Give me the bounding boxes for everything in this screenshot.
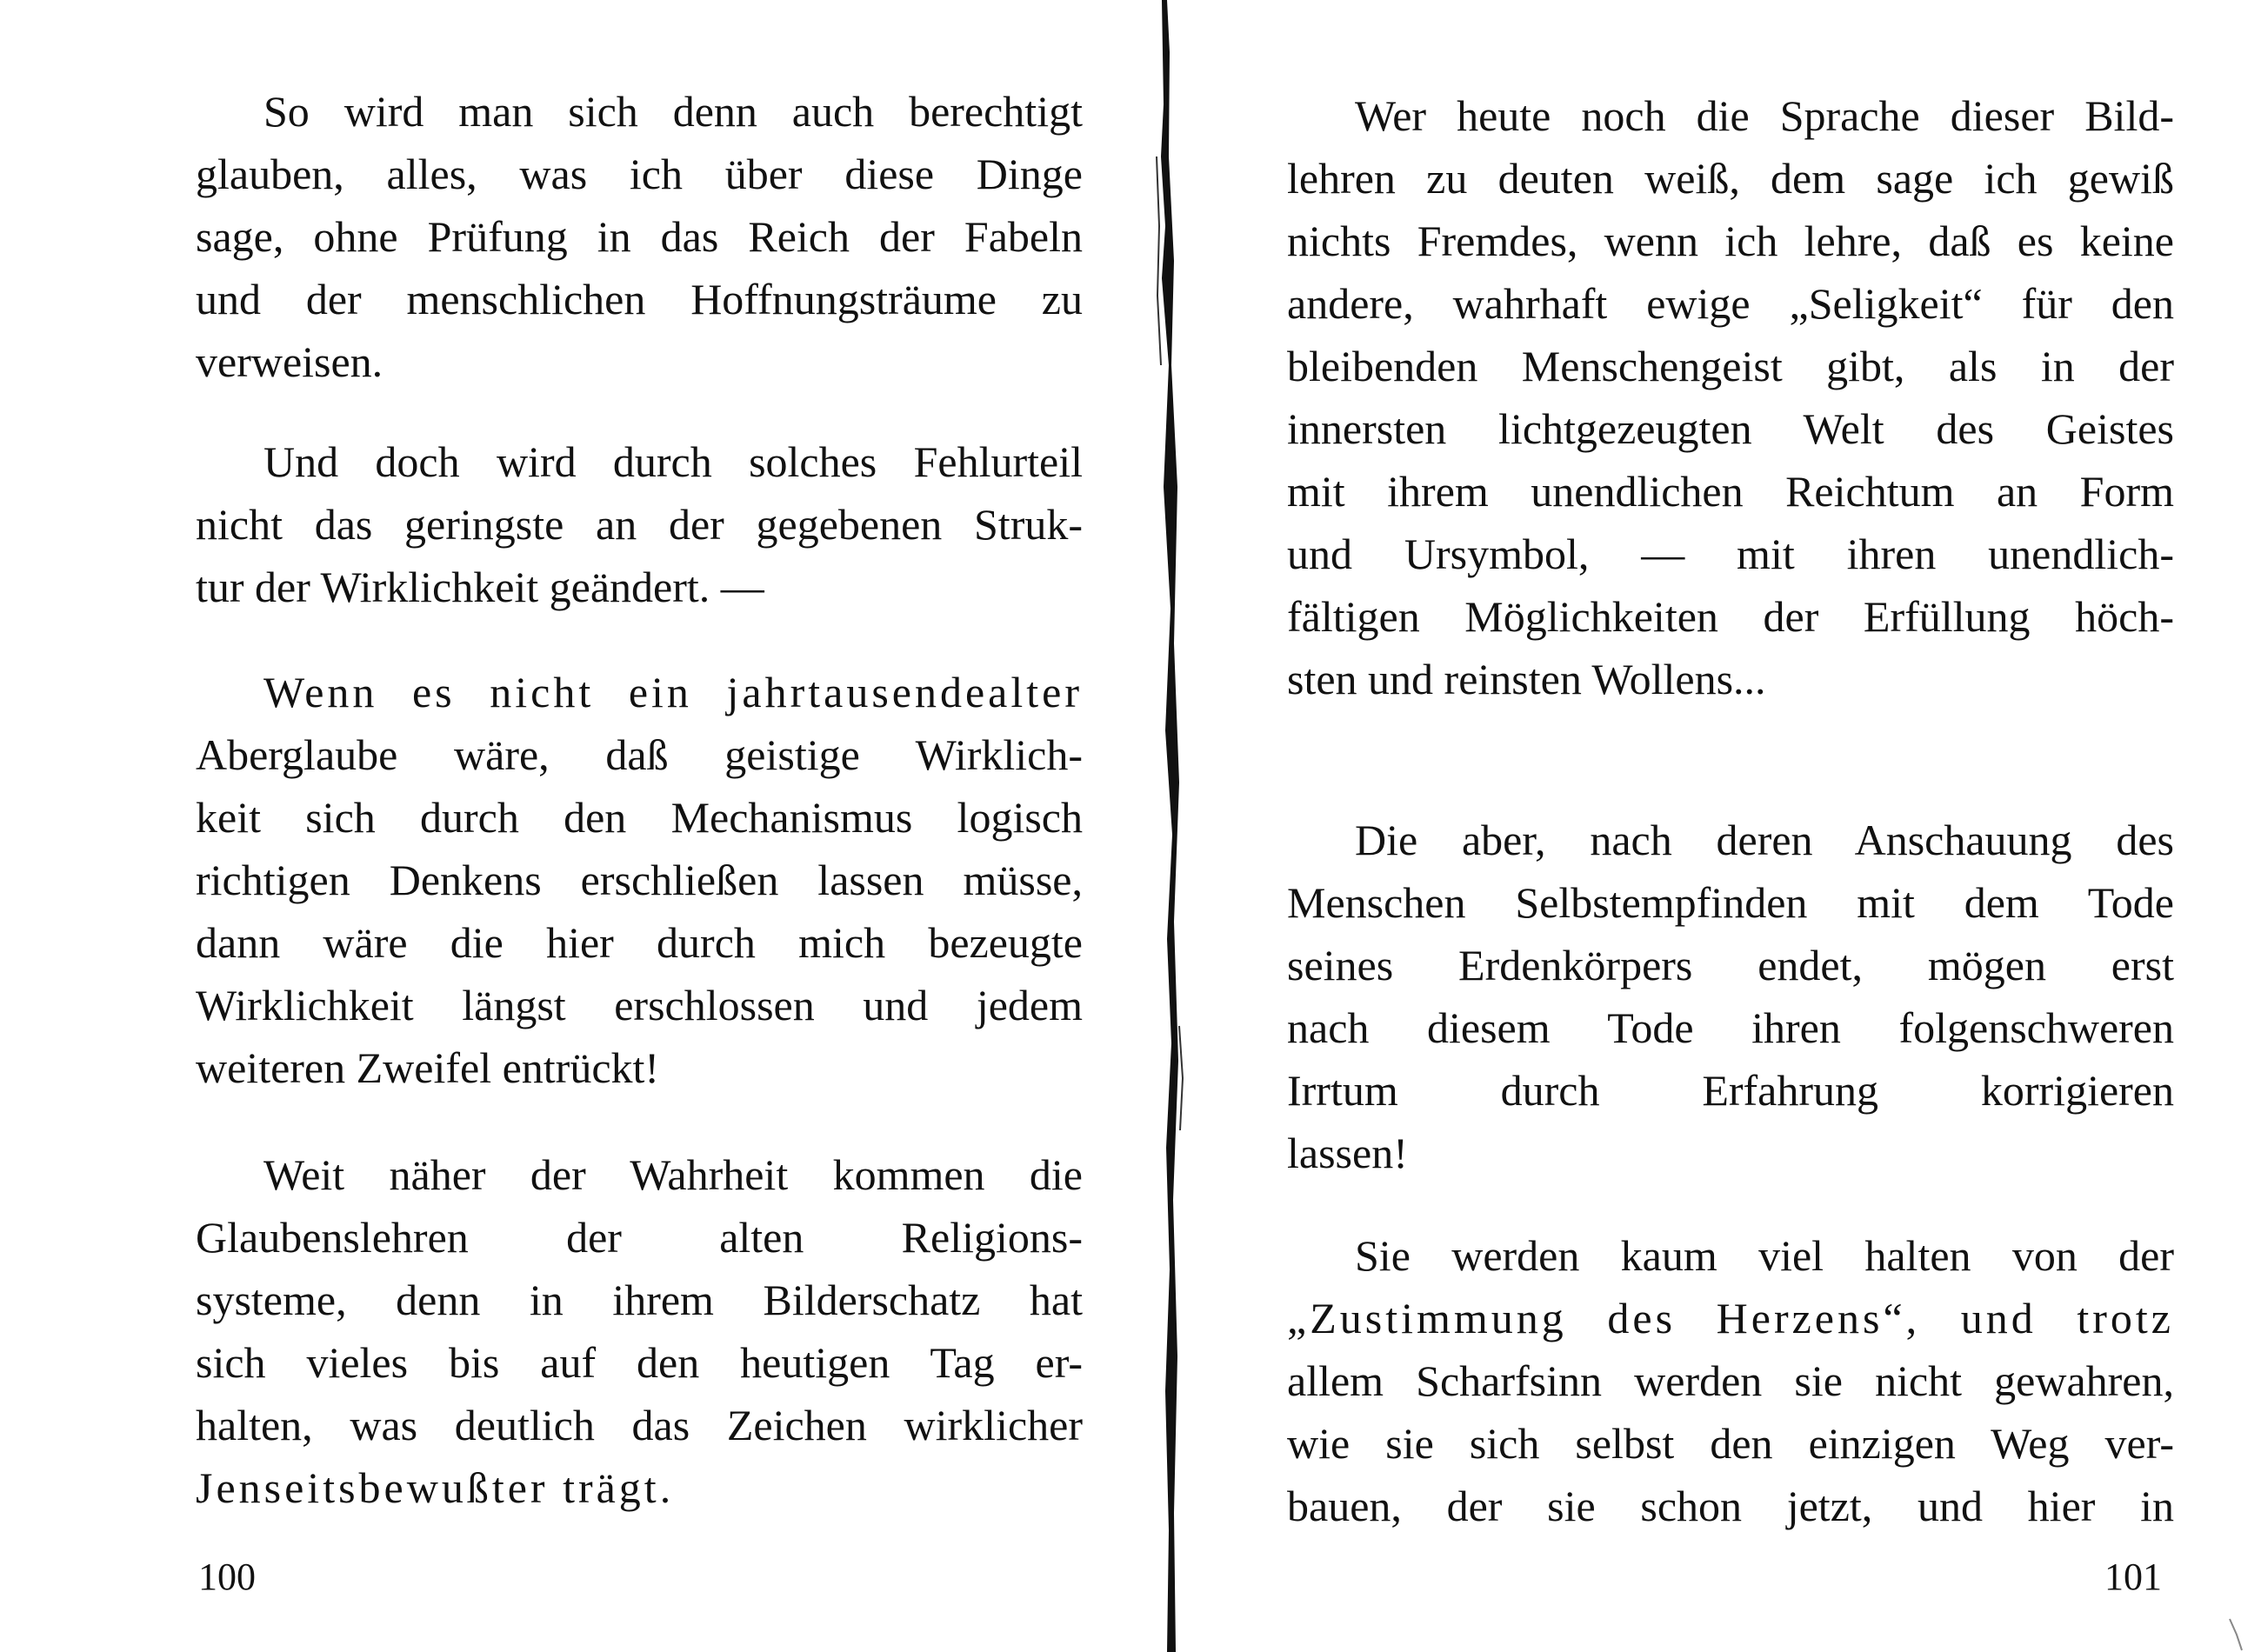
- text-line: bauen, der sie schon jetzt, und hier in: [1287, 1482, 2174, 1530]
- text-line: richtigen Denkens erschließen lassen müsse,: [196, 856, 1083, 904]
- right-paragraph-3: [1287, 1224, 2174, 1537]
- text-line: nach diesem Tode ihren folgenschweren: [1287, 1003, 2174, 1052]
- text-line: glauben, alles, was ich über diese Dinge: [196, 150, 1083, 198]
- right-paragraph-2: [1287, 809, 2174, 1184]
- right-page-text: [1287, 1224, 2174, 1537]
- text-line: fältigen Möglichkeiten der Erfüllung höch-: [1287, 592, 2174, 641]
- text-line: tur der Wirklichkeit geändert. —: [196, 563, 764, 611]
- left-page-text: [196, 1143, 1083, 1519]
- left-page-text: [196, 661, 1083, 1099]
- text-line: „Zustimmung des Herzens“, und trotz: [1287, 1294, 2174, 1342]
- text-line: und Ursymbol, — mit ihren unendlich-: [1287, 530, 2174, 578]
- text-line: systeme, denn in ihrem Bilderschatz hat: [196, 1276, 1083, 1324]
- text-line: Die aber, nach deren Anschauung des: [1355, 816, 2174, 864]
- text-line: nicht das geringste an der gegebenen Struk-: [196, 500, 1083, 549]
- text-line: Glaubenslehren der alten Religions-: [196, 1213, 1083, 1262]
- right-page-text: [1287, 84, 2174, 710]
- right-page: [1170, 0, 2261, 1652]
- text-line: Wenn es nicht ein jahrtausendealter: [263, 668, 1083, 716]
- left-paragraph-3: [196, 661, 1083, 1099]
- text-line: innersten lichtgezeugten Welt des Geistes: [1287, 404, 2174, 453]
- text-line: Irrtum durch Erfahrung korrigieren: [1287, 1066, 2174, 1115]
- text-line: Jenseitsbewußter trägt.: [196, 1463, 675, 1512]
- text-line: Sie werden kaum viel halten von der: [1355, 1231, 2174, 1280]
- text-line: Und doch wird durch solches Fehlurteil: [263, 437, 1083, 486]
- text-line: wie sie sich selbst den einzigen Weg ver-: [1287, 1419, 2174, 1468]
- text-line: keit sich durch den Mechanismus logisch: [196, 793, 1083, 842]
- text-line: dann wäre die hier durch mich bezeugte: [196, 918, 1083, 967]
- text-line: lassen!: [1287, 1129, 1408, 1177]
- left-page-text: [196, 430, 1083, 618]
- left-paragraph-4: [196, 1143, 1083, 1519]
- text-line: lehren zu deuten weiß, dem sage ich gewiß: [1287, 154, 2174, 203]
- text-line: sich vieles bis auf den heutigen Tag er-: [196, 1338, 1083, 1387]
- text-line: allem Scharfsinn werden sie nicht gewahren,: [1287, 1356, 2174, 1405]
- text-line: und der menschlichen Hoffnungsträume zu: [196, 275, 1083, 323]
- text-line: So wird man sich denn auch berechtigt: [263, 87, 1083, 136]
- right-paragraph-1: [1287, 84, 2174, 710]
- text-line: Weit näher der Wahrheit kommen die: [263, 1150, 1083, 1199]
- text-line: Wirklichkeit längst erschlossen und jedem: [196, 981, 1083, 1029]
- text-line: verweisen.: [196, 337, 384, 386]
- text-line: Menschen Selbstempfinden mit dem Tode: [1287, 878, 2174, 927]
- text-line: mit ihrem unendlichen Reichtum an Form: [1287, 467, 2174, 516]
- page-number: 100: [198, 1555, 256, 1598]
- text-line: sage, ohne Prüfung in das Reich der Fabeln: [196, 212, 1083, 261]
- page-number: 101: [2104, 1555, 2162, 1598]
- left-page-text: [196, 80, 1083, 393]
- left-paragraph-1: [196, 80, 1083, 393]
- right-page-text: [1287, 809, 2174, 1184]
- text-line: nichts Fremdes, wenn ich lehre, daß es keine: [1287, 216, 2174, 265]
- text-line: bleibenden Menschengeist gibt, als in der: [1287, 342, 2174, 390]
- text-line: sten und reinsten Wollens...: [1287, 655, 1766, 703]
- text-line: Aberglaube wäre, daß geistige Wirklich-: [196, 730, 1083, 779]
- text-line: andere, wahrhaft ewige „Seligkeit“ für den: [1287, 279, 2174, 328]
- left-paragraph-2: [196, 430, 1083, 618]
- text-line: halten, was deutlich das Zeichen wirklicher: [196, 1401, 1083, 1449]
- scan-mark-icon: [2228, 1617, 2245, 1652]
- text-line: Wer heute noch die Sprache dieser Bild-: [1355, 91, 2174, 140]
- text-line: weiteren Zweifel entrückt!: [196, 1043, 660, 1092]
- text-line: seines Erdenkörpers endet, mögen erst: [1287, 941, 2174, 989]
